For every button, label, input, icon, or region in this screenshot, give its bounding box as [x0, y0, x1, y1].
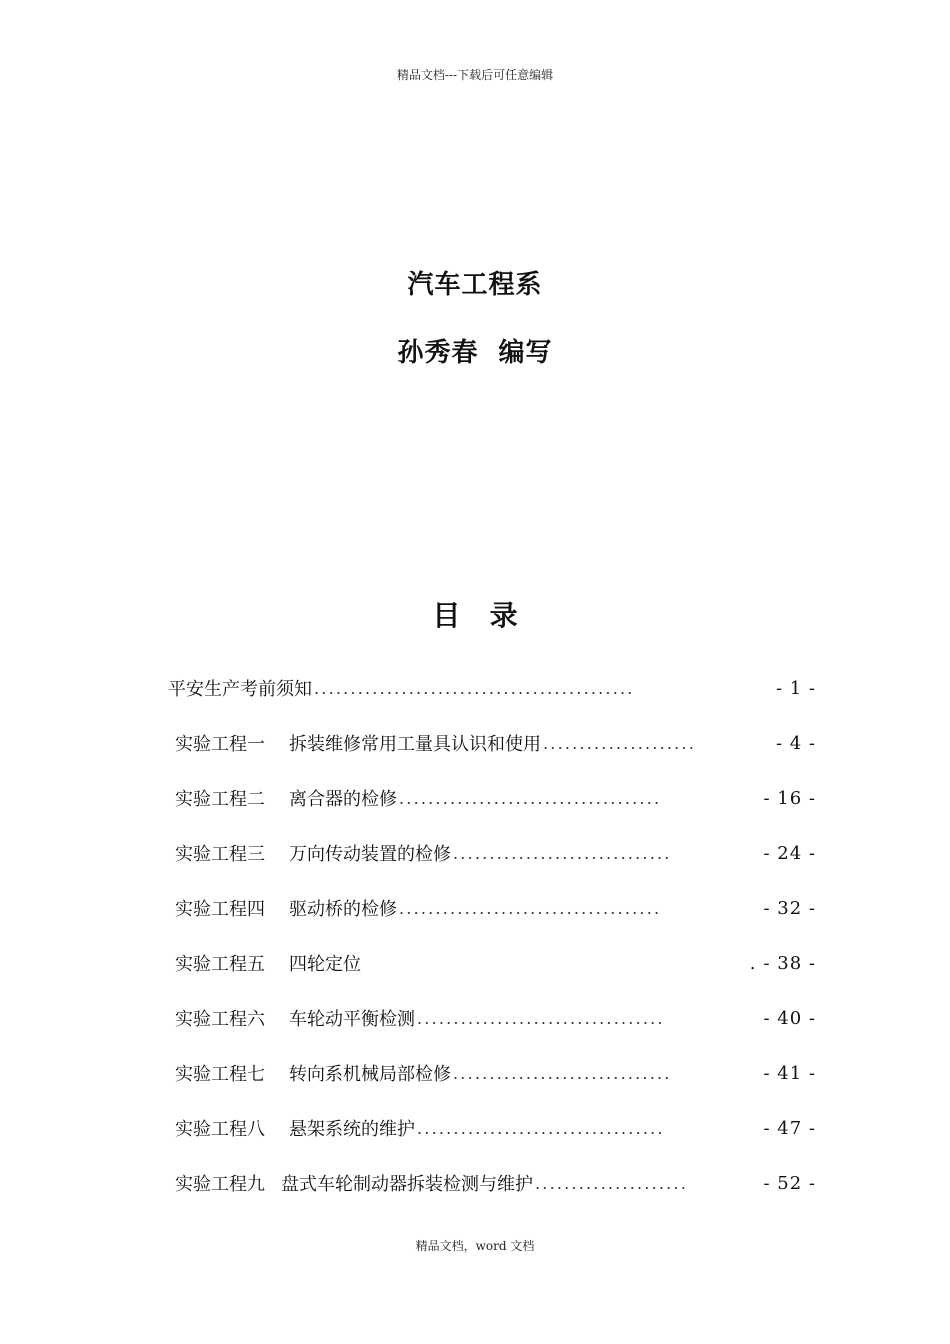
toc-entry-label: 平安生产考前须知: [168, 679, 312, 700]
toc-leader-dots: ..................................: [417, 1008, 665, 1028]
toc-page-number: - 47 -: [763, 1117, 816, 1139]
toc-leader-dots: .....................: [543, 733, 697, 753]
toc-page-number: - 16 -: [763, 787, 816, 809]
toc-entry-number: 实验工程一: [175, 734, 265, 755]
department-title: 汽车工程系: [407, 270, 543, 300]
footer-note: 精品文档，word 文档: [415, 1239, 535, 1253]
toc-entry-number: 实验工程六: [175, 1009, 265, 1030]
toc-leader-dots: ............................................: [314, 678, 635, 698]
toc-entry-topic: 车轮动平衡检测: [289, 1009, 415, 1030]
toc-page-number: - 24 -: [763, 842, 816, 864]
toc-page-number: - 38 -: [763, 952, 816, 974]
toc-page-number: - 4 -: [775, 732, 816, 754]
toc-entry-number: 实验工程七: [175, 1064, 265, 1085]
toc-entry[interactable]: [175, 943, 816, 983]
toc-entry[interactable]: [175, 1108, 816, 1148]
toc-page-number: - 41 -: [763, 1062, 816, 1084]
toc-entry[interactable]: [175, 778, 816, 818]
author-line: 孙秀春 编写: [397, 338, 553, 368]
toc-entry-topic: 转向系机械局部检修: [289, 1064, 451, 1085]
toc-entry-topic: 万向传动装置的检修: [289, 844, 451, 865]
toc-leader-dots: ..............................: [453, 1063, 672, 1083]
toc-entry-topic: 离合器的检修: [289, 789, 397, 810]
toc-entry-topic: 驱动桥的检修: [289, 899, 397, 920]
toc-entry-topic: 悬架系统的维护: [289, 1119, 415, 1140]
toc-entry[interactable]: [175, 1053, 816, 1093]
toc-leader-dots: ....................................: [399, 788, 662, 808]
toc-entry[interactable]: [175, 888, 816, 928]
toc-entry-number: 实验工程九: [175, 1174, 265, 1195]
toc-entry-topic: 拆装维修常用工量具认识和使用: [289, 734, 541, 755]
toc-entry-number: 实验工程二: [175, 789, 265, 810]
toc-entry[interactable]: [175, 998, 816, 1038]
toc-page-number: - 40 -: [763, 1007, 816, 1029]
toc-entry-number: 实验工程五: [175, 954, 265, 975]
toc-page-number: - 32 -: [763, 897, 816, 919]
toc-title: 目 录: [432, 599, 518, 632]
toc-entry-topic: 四轮定位: [289, 954, 361, 975]
toc-leader-dots: .: [749, 952, 756, 974]
toc-page-number: - 1 -: [775, 677, 816, 699]
toc-leader-dots: ..................................: [417, 1118, 665, 1138]
header-note: 精品文档---下载后可任意编辑: [396, 68, 554, 82]
toc-entry[interactable]: [175, 1163, 816, 1203]
toc-entry[interactable]: [168, 668, 816, 708]
toc-entry-number: 实验工程八: [175, 1119, 265, 1140]
toc-entry[interactable]: [175, 833, 816, 873]
toc-entry[interactable]: [175, 723, 816, 763]
toc-entry-number: 实验工程四: [175, 899, 265, 920]
toc-leader-dots: ..............................: [453, 843, 672, 863]
toc-entry-topic: 盘式车轮制动器拆装检测与维护: [281, 1174, 533, 1195]
toc-entry-number: 实验工程三: [175, 844, 265, 865]
toc-page-number: - 52 -: [763, 1172, 816, 1194]
toc-leader-dots: .....................: [535, 1173, 689, 1193]
toc-leader-dots: ....................................: [399, 898, 662, 918]
